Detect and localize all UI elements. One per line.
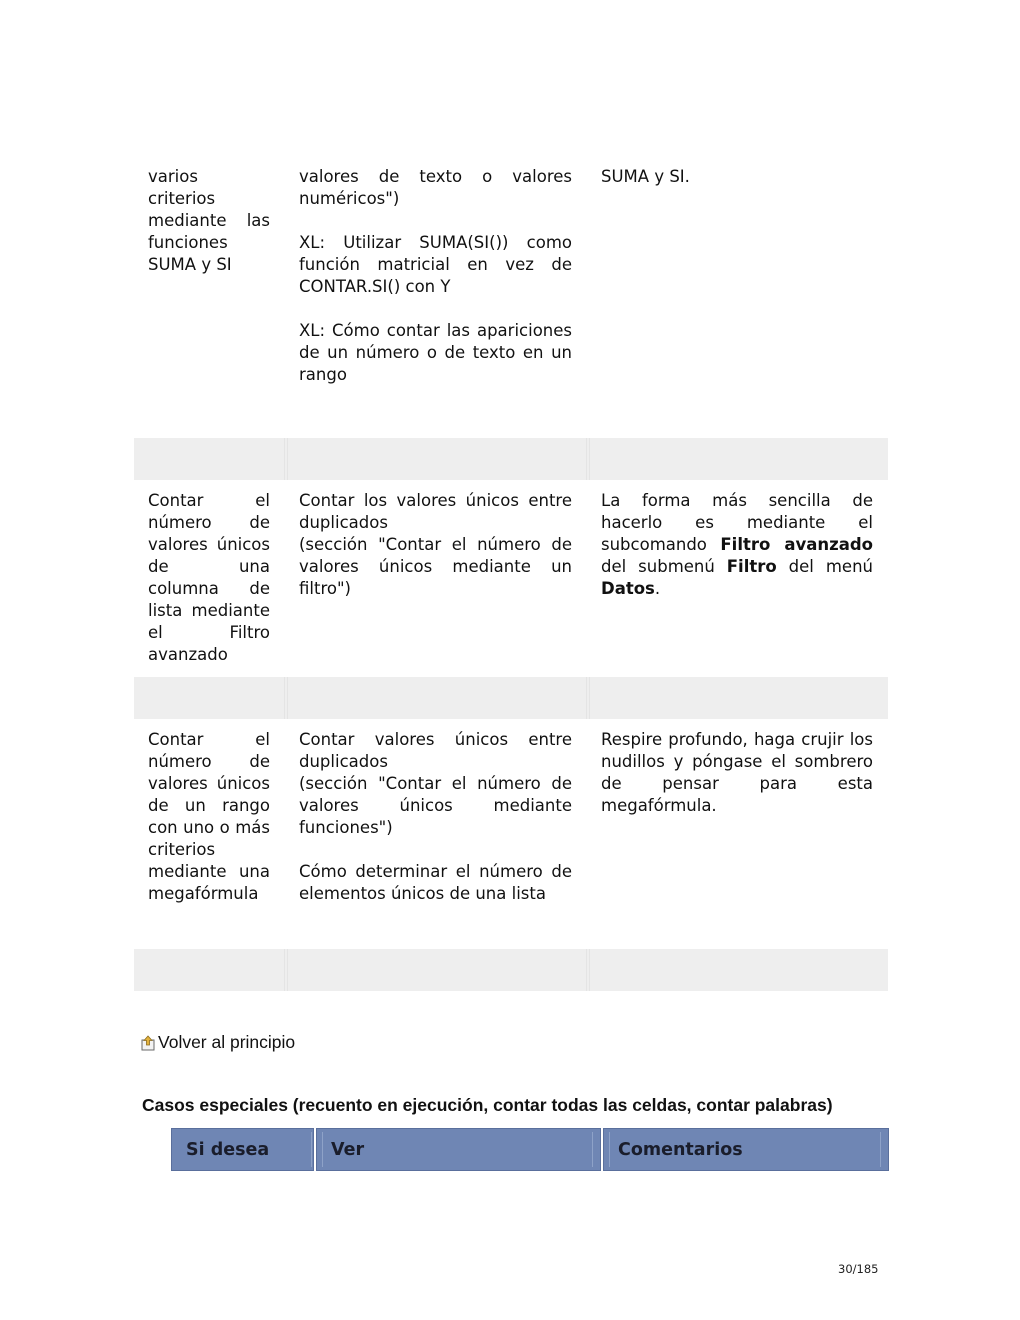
table-separator-row: [134, 438, 888, 480]
back-to-top-link[interactable]: [141, 1032, 295, 1053]
link-contar-valores-unicos[interactable]: Contar los valores únicos entre duplicados: [299, 491, 572, 532]
header-cell-ver: Ver: [316, 1128, 601, 1171]
table-separator-row: [134, 949, 888, 991]
table-row: [134, 166, 888, 436]
link-text: valores de texto o valores numéricos"): [299, 167, 572, 208]
table-row: [134, 729, 888, 947]
cell-comentarios: Respire profundo, haga crujir los nudillos y póngase el sombrero de pensar para esta megafórmula.: [601, 730, 873, 815]
header-cell-si-desea: Si desea: [171, 1128, 314, 1171]
cell-si-desea: varios criterios mediante las funciones SUMA y SI: [148, 167, 270, 274]
cell-si-desea: Contar el número de valores únicos de una columna de lista mediante el Filtro avanzado: [148, 491, 270, 664]
header-cell-comentarios: Comentarios: [603, 1128, 889, 1171]
back-to-top-icon: [141, 1035, 155, 1051]
section-title: Casos especiales (recuento en ejecución, contar todas las celdas, contar palabras): [142, 1095, 833, 1115]
link-contar-valores-unicos-duplicados[interactable]: Contar valores únicos entre duplicados: [299, 730, 572, 771]
table-separator-row: [134, 677, 888, 719]
cell-ver: [299, 490, 572, 600]
page-number: 30/185: [838, 1262, 879, 1276]
cell-comentarios: SUMA y SI.: [601, 167, 690, 186]
back-to-top-label: Volver al principio: [158, 1032, 296, 1052]
section-note: (sección "Contar el número de valores únicos mediante funciones"): [299, 774, 572, 837]
link-elementos-unicos[interactable]: Cómo determinar el número de elementos únicos de una lista: [299, 862, 572, 903]
cell-si-desea: Contar el número de valores únicos de un rango con uno o más criterios mediante una megafórmula: [148, 730, 270, 903]
table-header-row: [171, 1128, 889, 1171]
cell-ver: [299, 166, 572, 386]
link-contar-apariciones[interactable]: XL: Cómo contar las apariciones de un número o de texto en un rango: [299, 321, 572, 384]
table-row: [134, 490, 888, 675]
cell-comentarios: La forma más sencilla de hacerlo es mediante el subcomando Filtro avanzado del submenú Filtro del menú Datos.: [601, 491, 873, 598]
link-suma-si[interactable]: XL: Utilizar SUMA(SI()) como función matricial en vez de CONTAR.SI() con Y: [299, 233, 572, 296]
section-note: (sección "Contar el número de valores únicos mediante un filtro"): [299, 535, 572, 598]
cell-ver: [299, 729, 572, 905]
